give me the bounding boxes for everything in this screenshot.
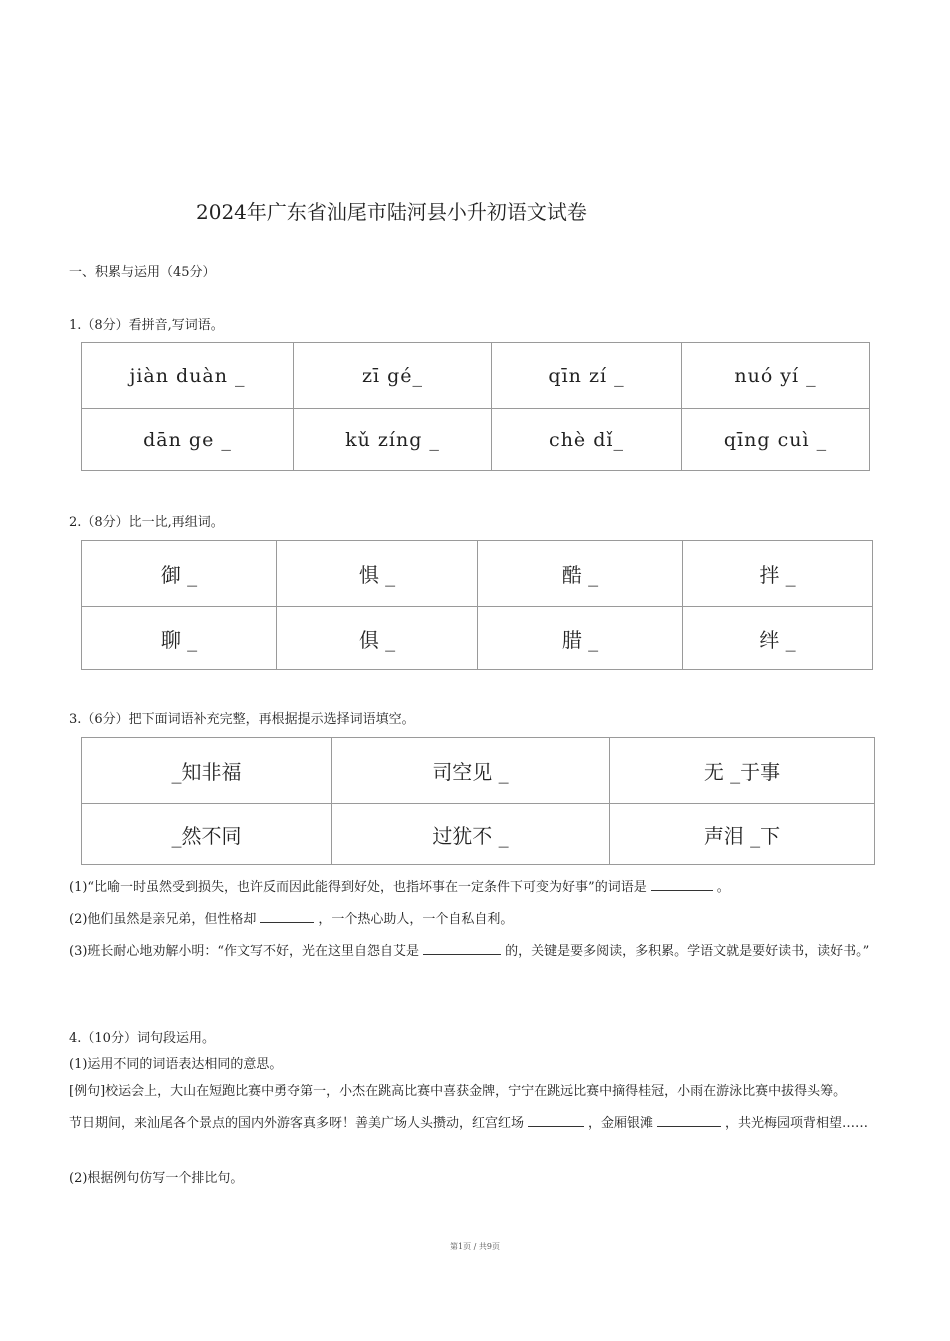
answer-blank[interactable]	[260, 908, 314, 923]
sentence-text: ，一个热心助人，一个自私自利。	[318, 912, 514, 927]
answer-blank[interactable]	[657, 1112, 721, 1127]
question-2-heading: 2.（8分）比一比,再组词。	[69, 515, 224, 530]
idiom-cell[interactable]: _然不同	[82, 804, 332, 865]
idiom-cell[interactable]: 声泪 _下	[610, 804, 875, 865]
question-4-heading: 4.（10分）词句段运用。	[69, 1031, 215, 1046]
q4-fill-sentence	[69, 1110, 889, 1137]
question-1-heading: 1.（8分）看拼音,写词语。	[69, 318, 224, 333]
table-row	[82, 409, 870, 471]
page-footer: 第1页 / 共9页	[450, 1242, 500, 1251]
table-row	[82, 607, 873, 670]
character-cell[interactable]: 惧 _	[277, 541, 478, 607]
sentence-text: 的，关键是要多阅读，多积累。学语文就是要好读书，读好书。”	[505, 944, 870, 959]
character-cell[interactable]: 酷 _	[478, 541, 683, 607]
sentence-text: (2)他们虽然是亲兄弟，但性格却	[69, 912, 257, 927]
table-row	[82, 541, 873, 607]
q4-part-1: (1)运用不同的词语表达相同的意思。	[69, 1057, 283, 1072]
pinyin-cell[interactable]: nuó yí _	[682, 343, 870, 409]
character-cell[interactable]: 绊 _	[683, 607, 873, 670]
idiom-cell[interactable]: 无 _于事	[610, 738, 875, 804]
q4-part-2: (2)根据例句仿写一个排比句。	[69, 1171, 244, 1186]
idiom-cell[interactable]: 过犹不 _	[332, 804, 610, 865]
character-cell[interactable]: 拌 _	[683, 541, 873, 607]
q3-subquestion-1	[69, 874, 889, 901]
sentence-text: (3)班长耐心地劝解小明：“作文写不好，光在这里自怨自艾是	[69, 944, 420, 959]
q3-subquestion-3	[69, 938, 889, 965]
sentence-text: (1)“比喻一时虽然受到损失，也许反而因此能得到好处，也指坏事在一定条件下可变为好事”的词语是	[69, 880, 647, 895]
sentence-text: 。	[716, 880, 730, 895]
character-cell[interactable]: 腊 _	[478, 607, 683, 670]
table-row	[82, 738, 875, 804]
character-cell[interactable]: 御 _	[82, 541, 277, 607]
character-cell[interactable]: 聊 _	[82, 607, 277, 670]
pinyin-cell[interactable]: dān ge _	[82, 409, 294, 471]
character-cell[interactable]: 俱 _	[277, 607, 478, 670]
section-title: 一、积累与运用（45分）	[69, 265, 216, 280]
idiom-cell[interactable]: _知非福	[82, 738, 332, 804]
pinyin-cell[interactable]: chè dǐ_	[492, 409, 682, 471]
pinyin-cell[interactable]: qīng cuì _	[682, 409, 870, 471]
page-title: 2024年广东省汕尾市陆河县小升初语文试卷	[196, 200, 587, 224]
sentence-text: ，金厢银滩	[588, 1116, 654, 1131]
question-3-heading: 3.（6分）把下面词语补充完整，再根据提示选择词语填空。	[69, 712, 415, 727]
table-row	[82, 343, 870, 409]
table-row	[82, 804, 875, 865]
sentence-text: 节日期间，来汕尾各个景点的国内外游客真多呀！善美广场人头攒动，红宫红场	[69, 1116, 525, 1131]
pinyin-table	[81, 342, 870, 471]
pinyin-cell[interactable]: kǔ zíng _	[294, 409, 492, 471]
q4-example-sentence: [例句]校运会上，大山在短跑比赛中勇夺第一，小杰在跳高比赛中喜获金牌，宁宁在跳远比赛中摘得桂冠，小雨在游泳比赛中拔得头筹。	[69, 1084, 847, 1099]
sentence-text: ，共光梅园项背相望……	[725, 1116, 869, 1131]
pinyin-cell[interactable]: zī gé_	[294, 343, 492, 409]
pinyin-cell[interactable]: jiàn duàn _	[82, 343, 294, 409]
answer-blank[interactable]	[651, 876, 713, 891]
answer-blank[interactable]	[423, 940, 501, 955]
idiom-table	[81, 737, 875, 865]
q3-subquestion-2	[69, 906, 889, 933]
character-table	[81, 540, 873, 670]
answer-blank[interactable]	[528, 1112, 584, 1127]
pinyin-cell[interactable]: qīn zí _	[492, 343, 682, 409]
idiom-cell[interactable]: 司空见 _	[332, 738, 610, 804]
